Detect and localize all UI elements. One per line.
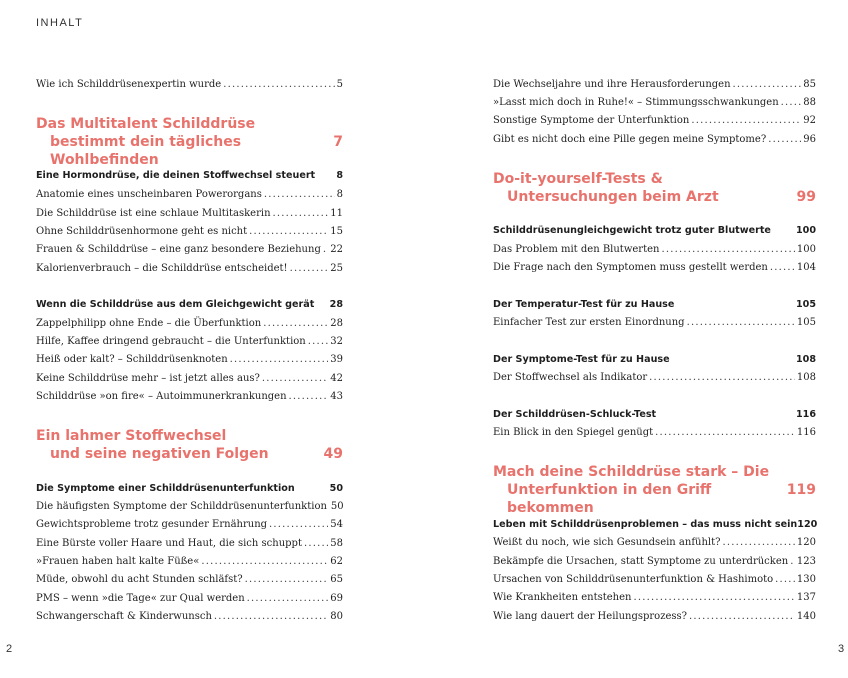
toc-entry: Wie ich Schilddrüsenexpertin wurde ..... 5 [36, 78, 343, 91]
section-heading: Leben mit Schilddrüsenproblemen – das muss nicht sein 120 [493, 519, 818, 530]
toc-entry: Gibt es nicht doch eine Pille gegen meine Symptome? ..... 96 [493, 133, 816, 146]
toc-entry: Keine Schilddrüse mehr – ist jetzt alles aus? ..... 42 [36, 372, 343, 385]
section-heading: Der Schilddrüsen-Schluck-Test 116 [493, 409, 816, 420]
toc-entry: Eine Bürste voller Haare und Haut, die sich schuppt ..... 58 [36, 537, 343, 550]
toc-entry: Das Problem mit den Blutwerten ..... 100 [493, 243, 816, 256]
toc-entry: Wie lang dauert der Heilungsprozess? ..... 140 [493, 610, 816, 623]
toc-entry: Gewichtsprobleme trotz gesunder Ernährung ..... 54 [36, 518, 343, 531]
toc-entry: Wie Krankheiten entstehen ..... 137 [493, 591, 816, 604]
toc-entry: Der Stoffwechsel als Indikator ..... 108 [493, 371, 816, 384]
page-number-right: 3 [838, 643, 845, 655]
section-heading: Schilddrüsenungleichgewicht trotz guter Blutwerte 100 [493, 225, 816, 236]
toc-entry: »Lasst mich doch in Ruhe!« – Stimmungsschwankungen ..... 88 [493, 96, 816, 109]
toc-entry: Sonstige Symptome der Unterfunktion ..... 92 [493, 114, 816, 127]
chapter-heading: Mach deine Schilddrüse stark – Die Unterfunktion in den Griff bekommen 119 [493, 464, 816, 516]
toc-entry: Hilfe, Kaffee dringend gebraucht – die Unterfunktion ..... 32 [36, 335, 343, 348]
toc-entry: Die Frage nach den Symptomen muss gestellt werden ..... 104 [493, 261, 816, 274]
toc-entry: Müde, obwohl du acht Stunden schläfst? ..... 65 [36, 573, 343, 586]
toc-entry: Ursachen von Schilddrüsenunterfunktion & Hashimoto ..... 130 [493, 573, 816, 586]
toc-entry: Frauen & Schilddrüse – eine ganz besondere Beziehung ..... 22 [36, 243, 343, 256]
toc-entry: Ein Blick in den Spiegel genügt ..... 116 [493, 426, 816, 439]
toc-entry: Schwangerschaft & Kinderwunsch ..... 80 [36, 610, 343, 623]
toc-entry: Zappelphilipp ohne Ende – die Überfunktion ..... 28 [36, 317, 343, 330]
toc-entry: Weißt du noch, wie sich Gesundsein anfühlt? ..... 120 [493, 536, 816, 549]
toc-entry: Anatomie eines unscheinbaren Powerorgans ..... 8 [36, 188, 343, 201]
toc-entry: Ohne Schilddrüsenhormone geht es nicht ..... 15 [36, 225, 343, 238]
page-number-left: 2 [6, 643, 13, 655]
chapter-heading: Das Multitalent Schilddrüse bestimmt dein tägliches Wohlbefinden 7 [36, 116, 343, 168]
toc-entry: Heiß oder kalt? – Schilddrüsenknoten ..... 39 [36, 353, 343, 366]
toc-entry: »Frauen haben halt kalte Füße« ..... 62 [36, 555, 343, 568]
section-heading: Eine Hormondrüse, die deinen Stoffwechsel steuert 8 [36, 170, 343, 181]
toc-entry: Die Wechseljahre und ihre Herausforderungen ..... 85 [493, 78, 816, 91]
section-heading: Der Temperatur-Test für zu Hause 105 [493, 299, 816, 310]
toc-entry: Schilddrüse »on fire« – Autoimmunerkrankungen ..... 43 [36, 390, 343, 403]
toc-entry: Bekämpfe die Ursachen, statt Symptome zu unterdrücken ..... 123 [493, 555, 816, 568]
section-heading: Der Symptome-Test für zu Hause 108 [493, 354, 816, 365]
chapter-heading: Do-it-yourself-Tests & Untersuchungen beim Arzt 99 [493, 171, 816, 205]
toc-entry: Die Schilddrüse ist eine schlaue Multitaskerin ..... 11 [36, 207, 343, 220]
toc-entry: Einfacher Test zur ersten Einordnung ..... 105 [493, 316, 816, 329]
section-heading: Die Symptome einer Schilddrüsenunterfunktion 50 [36, 483, 343, 494]
running-header: INHALT [36, 17, 84, 29]
section-heading: Wenn die Schilddrüse aus dem Gleichgewicht gerät 28 [36, 299, 343, 310]
toc-entry: PMS – wenn »die Tage« zur Qual werden ..... 69 [36, 592, 343, 605]
toc-entry: Kalorienverbrauch – die Schilddrüse entscheidet! ..... 25 [36, 262, 343, 275]
chapter-heading: Ein lahmer Stoffwechsel und seine negativen Folgen 49 [36, 428, 343, 462]
toc-entry: Die häufigsten Symptome der Schilddrüsenunterfunktion 50 [36, 501, 344, 512]
